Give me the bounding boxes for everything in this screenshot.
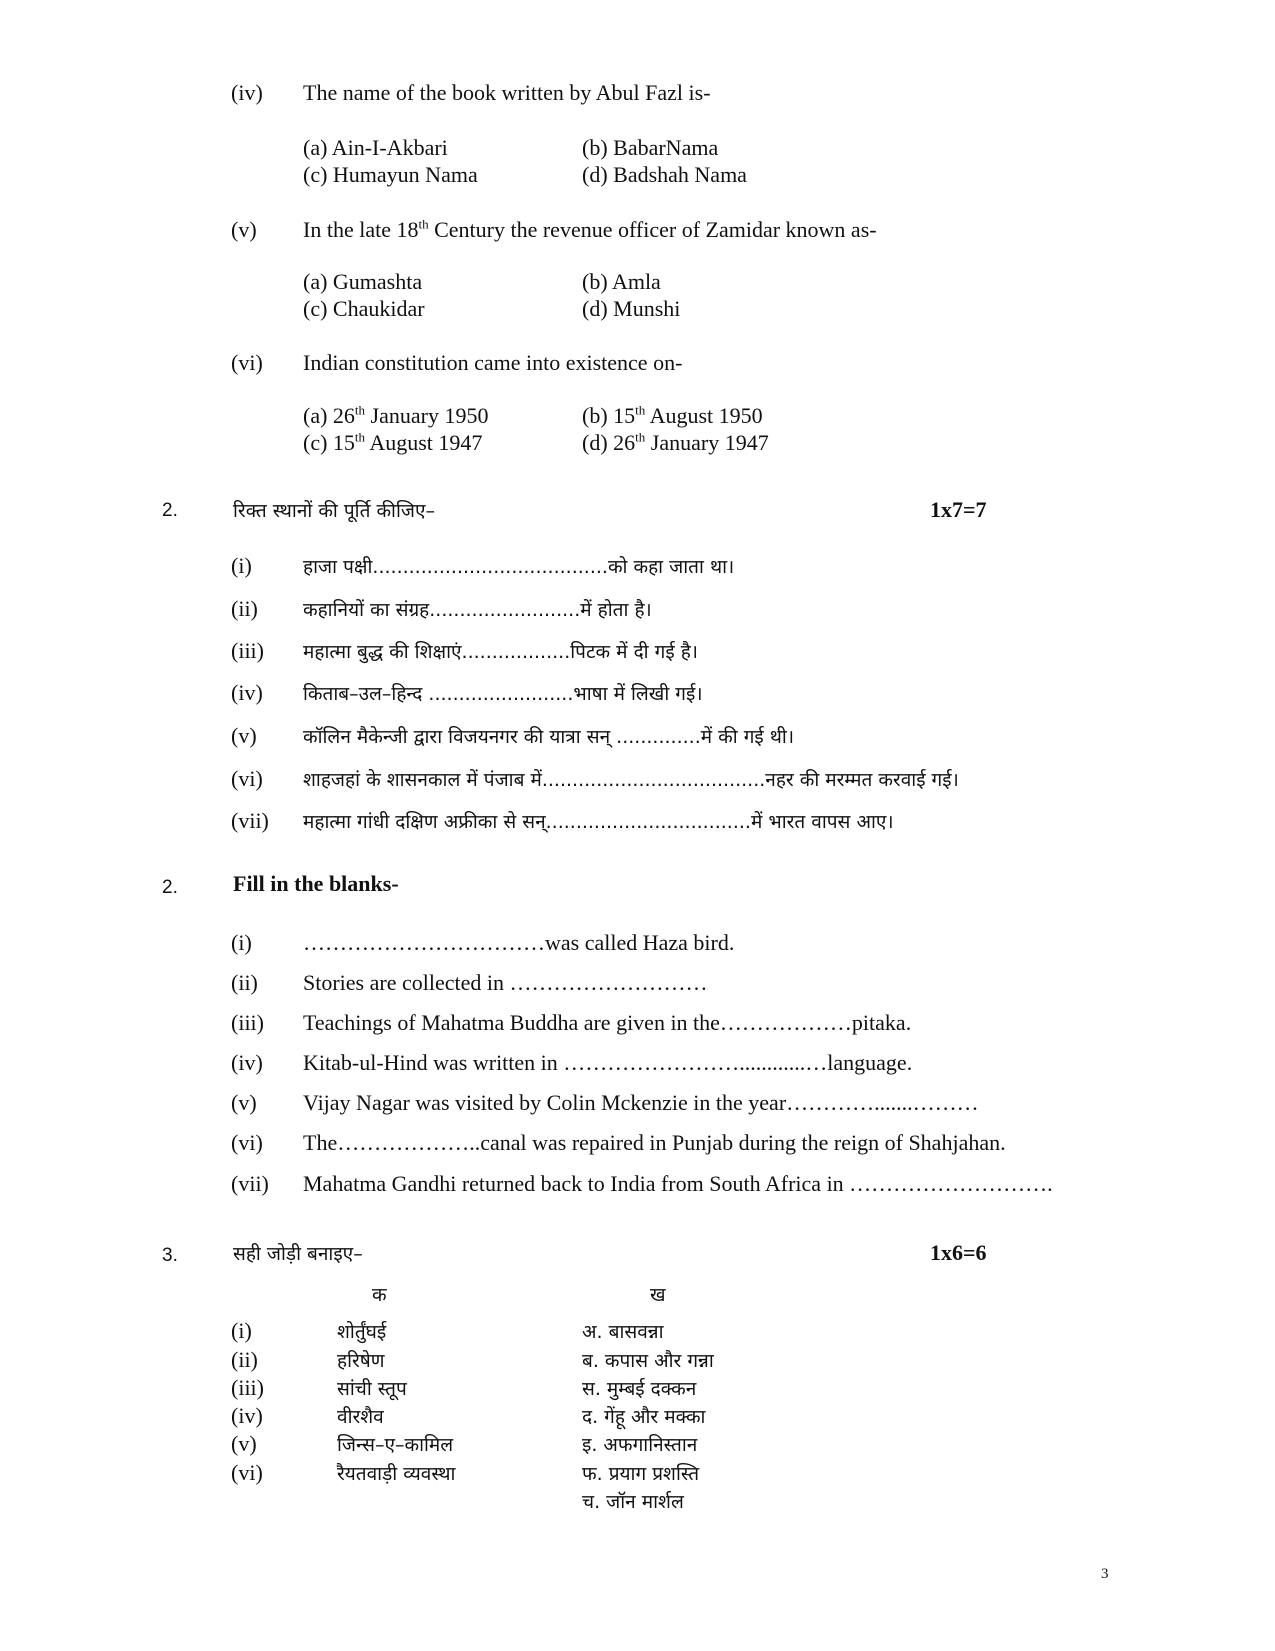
item-number: (vi) xyxy=(231,1460,263,1485)
item-number: (v) xyxy=(231,1090,257,1115)
question-number: 3. xyxy=(162,1245,178,1266)
match-column-a-item: शोर्तुंघई xyxy=(337,1321,387,1343)
match-column-b-item: च. जॉन मार्शल xyxy=(582,1491,684,1513)
section-title-hindi: सही जोड़ी बनाइए– xyxy=(233,1243,363,1265)
section-title-english: Fill in the blanks- xyxy=(233,871,399,896)
column-a-header: क xyxy=(372,1284,387,1306)
section-title-hindi: रिक्त स्थानों की पूर्ति कीजिए– xyxy=(233,500,435,522)
item-number: (v) xyxy=(231,1431,257,1456)
match-column-a-item: वीरशैव xyxy=(337,1406,384,1428)
blank-item-english: Vijay Nagar was visited by Colin Mckenzie in the year………….......……… xyxy=(303,1090,979,1115)
match-column-b-item: फ. प्रयाग प्रशस्ति xyxy=(582,1463,700,1485)
mcq-option: (a) Ain-I-Akbari xyxy=(303,135,448,160)
blank-item-hindi: कहानियों का संग्रह.........................में होता है। xyxy=(303,599,652,621)
blank-item-hindi: शाहजहां के शासनकाल में पंजाब में.....................................नहर की मरम्मत करवाई गई। xyxy=(303,769,959,791)
match-column-b-item: ब. कपास और गन्ना xyxy=(582,1350,714,1372)
item-number: (ii) xyxy=(231,1347,258,1372)
mcq-option: (a) 26th January 1950 xyxy=(303,402,489,428)
match-column-b-item: अ. बासवन्ना xyxy=(582,1321,664,1343)
item-number: (i) xyxy=(231,930,252,955)
item-number: (iii) xyxy=(231,1010,264,1035)
blank-item-hindi: महात्मा गांधी दक्षिण अफ्रीका से सन्..................................में भारत वापस आए। xyxy=(303,811,894,833)
mcq-option: (d) Badshah Nama xyxy=(582,162,747,187)
marks-label: 1x6=6 xyxy=(930,1240,987,1265)
column-b-header: ख xyxy=(650,1284,666,1306)
mcq-option: (b) 15th August 1950 xyxy=(582,402,763,428)
blank-item-english: Stories are collected in ……………………… xyxy=(303,970,708,995)
blank-item-english: Kitab-ul-Hind was written in ……………………............…language. xyxy=(303,1050,913,1075)
marks-label: 1x7=7 xyxy=(930,497,987,522)
mcq-question: In the late 18th Century the revenue officer of Zamidar known as- xyxy=(303,216,877,242)
mcq-number: (vi) xyxy=(231,350,263,375)
mcq-option: (d) Munshi xyxy=(582,296,681,321)
item-number: (iv) xyxy=(231,1050,263,1075)
item-number: (vi) xyxy=(231,766,263,791)
item-number: (ii) xyxy=(231,970,258,995)
blank-item-hindi: कॉलिन मैकेन्जी द्वारा विजयनगर की यात्रा सन् ..............में की गई थी। xyxy=(303,726,795,748)
mcq-option: (a) Gumashta xyxy=(303,269,423,294)
page-number: 3 xyxy=(1101,1566,1109,1582)
match-column-a-item: जिन्स–ए–कामिल xyxy=(337,1434,454,1456)
mcq-option: (b) Amla xyxy=(582,269,661,294)
match-column-a-item: रैयतवाड़ी व्यवस्था xyxy=(337,1463,456,1485)
mcq-question: The name of the book written by Abul Fazl is- xyxy=(303,80,711,105)
mcq-option: (c) 15th August 1947 xyxy=(303,429,483,455)
item-number: (iv) xyxy=(231,1403,263,1428)
item-number: (iii) xyxy=(231,638,264,663)
item-number: (vii) xyxy=(231,1171,269,1196)
mcq-question: Indian constitution came into existence on- xyxy=(303,350,683,375)
match-column-b-item: द. गेंहू और मक्का xyxy=(582,1406,706,1428)
mcq-number: (v) xyxy=(231,217,257,242)
item-number: (i) xyxy=(231,553,252,578)
item-number: (i) xyxy=(231,1318,252,1343)
match-column-a-item: सांची स्तूप xyxy=(337,1378,407,1400)
blank-item-english: Mahatma Gandhi returned back to India from South Africa in ………………………. xyxy=(303,1171,1053,1196)
mcq-option: (c) Humayun Nama xyxy=(303,162,478,187)
mcq-option: (d) 26th January 1947 xyxy=(582,429,769,455)
question-number: 2. xyxy=(162,877,178,898)
match-column-b-item: इ. अफगानिस्तान xyxy=(582,1434,698,1456)
mcq-option: (b) BabarNama xyxy=(582,135,719,160)
blank-item-english: The………………..canal was repaired in Punjab during the reign of Shahjahan. xyxy=(303,1130,1006,1155)
blank-item-hindi: महात्मा बुद्ध की शिक्षाएं..................पिटक में दी गई है। xyxy=(303,641,698,663)
item-number: (iv) xyxy=(231,680,263,705)
mcq-option: (c) Chaukidar xyxy=(303,296,425,321)
item-number: (iii) xyxy=(231,1375,264,1400)
blank-item-hindi: हाजा पक्षी.......................................को कहा जाता था। xyxy=(303,556,735,578)
match-column-a-item: हरिषेण xyxy=(337,1350,385,1372)
item-number: (vi) xyxy=(231,1130,263,1155)
blank-item-english: ……………………………was called Haza bird. xyxy=(303,930,735,955)
match-column-b-item: स. मुम्बई दक्कन xyxy=(582,1378,697,1400)
item-number: (vii) xyxy=(231,808,269,833)
blank-item-english: Teachings of Mahatma Buddha are given in the………………pitaka. xyxy=(303,1010,912,1035)
blank-item-hindi: किताब–उल–हिन्द ........................भाषा में लिखी गई। xyxy=(303,683,703,705)
question-number: 2. xyxy=(162,500,178,521)
item-number: (ii) xyxy=(231,596,258,621)
item-number: (v) xyxy=(231,723,257,748)
mcq-number: (iv) xyxy=(231,80,263,105)
